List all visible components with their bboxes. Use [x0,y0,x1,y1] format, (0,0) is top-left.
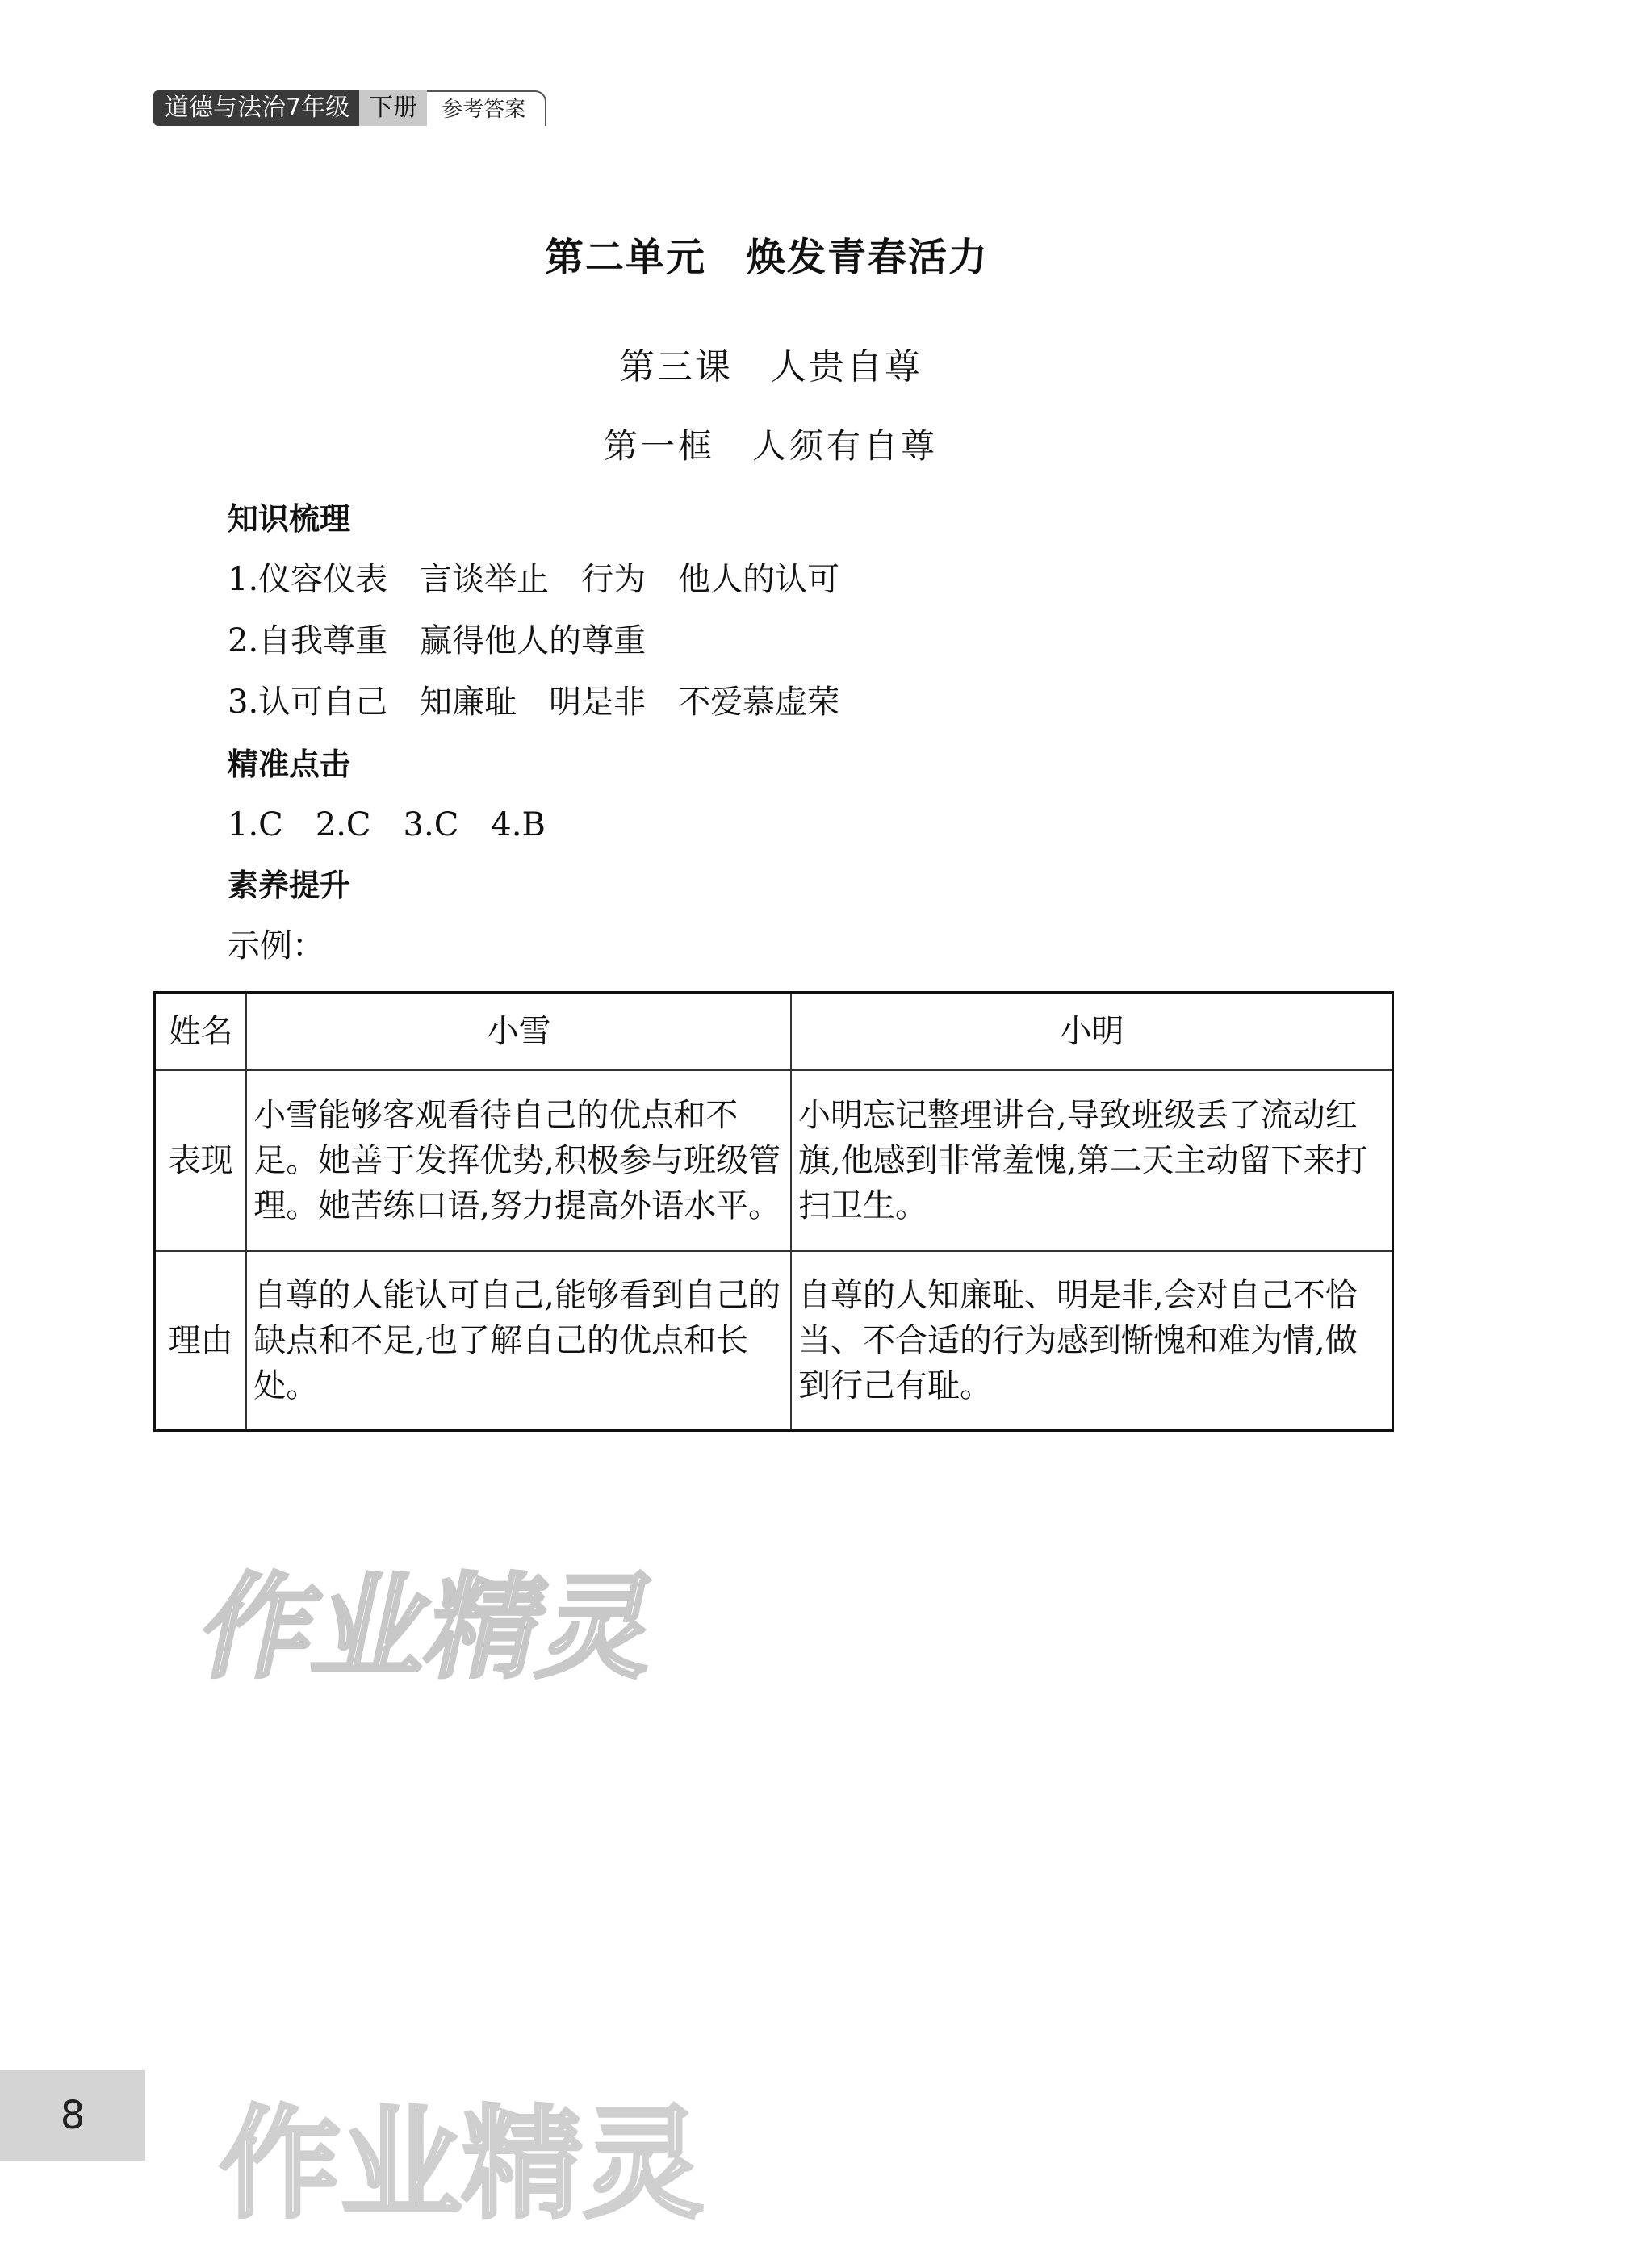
row-label: 理由 [155,1251,247,1430]
practice-answers: 1.C 2.C 3.C 4.B [228,806,546,843]
knowledge-line-3: 3.认可自己 知廉耻 明是非 不爱慕虚荣 [228,684,840,721]
table-row [155,1251,1393,1430]
cell-xiaoxue: 小雪能够客观看待自己的优点和不足。她善于发挥优势,积极参与班级管理。她苦练口语,努力提高外语水平。 [246,1070,791,1251]
practice-heading: 精准点击 [228,747,351,782]
table-header-row [155,993,1393,1071]
volume-label: 下册 [359,90,427,126]
answer-key-label: 参考答案 [427,90,546,126]
unit-title: 第二单元 焕发青春活力 [544,235,989,280]
frame-title: 第一框 人须有自尊 [603,426,938,466]
subject-label: 道德与法治7年级 [153,90,359,126]
knowledge-heading: 知识梳理 [228,501,351,537]
header-xiaoming: 小明 [791,993,1392,1071]
answer-table [153,991,1394,1432]
header-tag [153,90,546,126]
improve-heading: 素养提升 [228,868,351,903]
header-name: 姓名 [155,993,247,1071]
knowledge-line-2: 2.自我尊重 赢得他人的尊重 [228,622,647,659]
cell-xiaoxue: 自尊的人能认可自己,能够看到自己的缺点和不足,也了解自己的优点和长处。 [246,1251,791,1430]
header-xiaoxue: 小雪 [246,993,791,1071]
lesson-title: 第三课 人贵自尊 [619,346,923,387]
page-number: 8 [0,2070,145,2161]
watermark-logo: 作业精灵 [220,2094,705,2235]
cell-xiaoming: 自尊的人知廉耻、明是非,会对自己不恰当、不合适的行为感到惭愧和难为情,做到行己有耻。 [791,1251,1392,1430]
watermark-logo: 作业精灵 [190,1563,670,1694]
row-label: 表现 [155,1070,247,1251]
knowledge-line-1: 1.仪容仪表 言谈举止 行为 他人的认可 [228,561,840,598]
cell-xiaoming: 小明忘记整理讲台,导致班级丢了流动红旗,他感到非常羞愧,第二天主动留下来打扫卫生。 [791,1070,1392,1251]
table-row [155,1070,1393,1251]
example-label: 示例： [228,927,324,965]
